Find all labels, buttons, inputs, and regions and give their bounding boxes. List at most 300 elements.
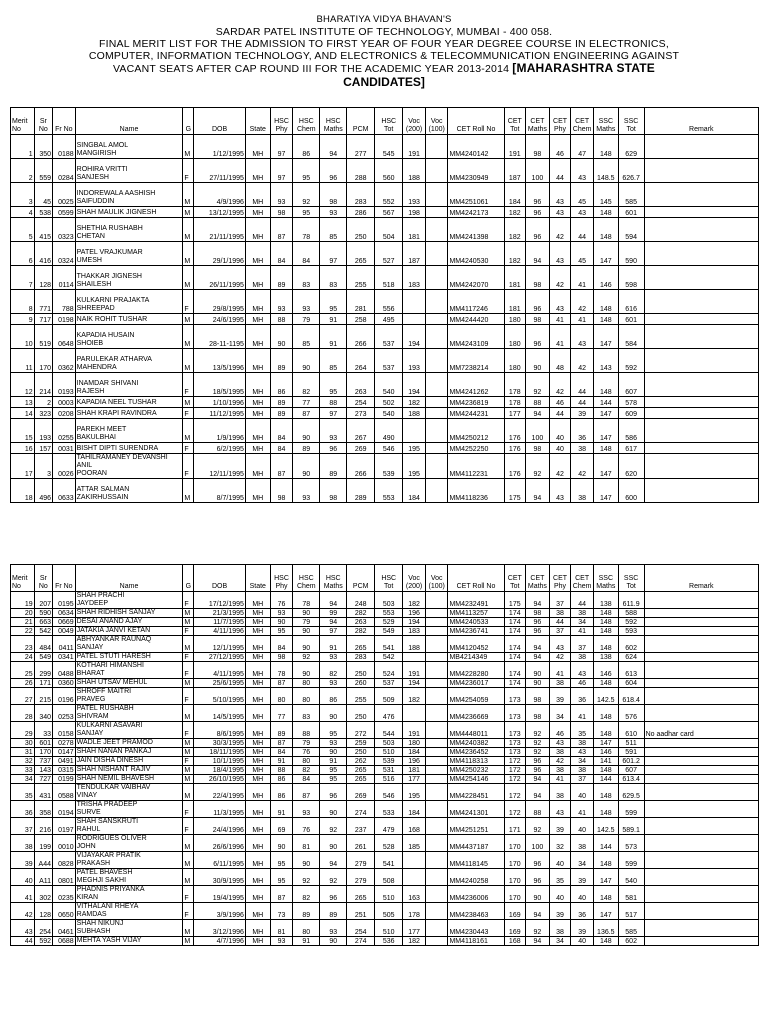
cell-merit: 19 [11,592,35,609]
cell-remark [644,314,758,325]
cell-voc100 [425,662,448,679]
cell-cetp: 39 [549,818,571,835]
cell-hsctot: 502 [375,397,403,408]
cell-fr: 0491 [53,757,76,766]
table-row [11,266,759,290]
cell-maths: 97 [320,242,347,266]
cell-cetc: 43 [571,748,594,757]
cell-cetc: 37 [571,636,594,653]
cell-roll: MM4118236 [448,479,504,503]
cell-g: M [183,784,194,801]
cell-cettot: 169 [504,903,526,920]
cell-maths: 96 [320,886,347,903]
cell-g: M [183,748,194,757]
table-row [11,218,759,242]
cell-roll: MM4228280 [448,662,504,679]
table-row [11,886,759,903]
cell-fr: 0324 [53,242,76,266]
cell-fr: 0688 [53,937,76,946]
cell-state: MH [245,852,270,869]
name-line-2: JAYDEEP [76,600,109,607]
cell-ssct: 598 [618,266,644,290]
cell-cettot: 172 [504,775,526,784]
cell-voc200: 198 [403,207,426,218]
cell-chem: 80 [293,920,320,937]
cell-dob: 21/11/1995 [194,218,246,242]
table-header-row [11,108,759,135]
cell-remark [644,775,758,784]
cell-hsctot: 567 [375,207,403,218]
cell-remark [644,869,758,886]
cell-cetm: 98 [526,688,550,705]
cell-remark [644,618,758,627]
cell-cetm: 92 [526,818,550,835]
table-row [11,349,759,373]
cell-name [75,618,183,627]
cell-voc100 [425,218,448,242]
cell-g: M [183,419,194,443]
cell-cetp: 38 [549,748,571,757]
cell-ssct: 613 [618,662,644,679]
cell-chem: 92 [293,869,320,886]
table-row [11,290,759,314]
cell-roll: MM4250232 [448,766,504,775]
cell-dob: 27/11/1995 [194,159,246,183]
cell-voc100 [425,135,448,159]
cell-cetc: 36 [571,419,594,443]
cell-g: M [183,739,194,748]
cell-state: MH [245,592,270,609]
cell-hsctot: 545 [375,135,403,159]
name-line-1: PATEL VRAJKUMAR [76,249,143,256]
cell-phy: 89 [270,349,293,373]
cell-voc100 [425,592,448,609]
cell-remark [644,135,758,159]
cell-voc100 [425,852,448,869]
cell-voc100 [425,609,448,618]
column-header-chem: HSC Chem [293,108,320,135]
cell-ssct: 576 [618,705,644,722]
cell-dob: 24/6/1995 [194,314,246,325]
cell-cetp: 42 [549,373,571,397]
name-line-1: KULKARNI ASAVARI [76,722,143,729]
cell-merit: 3 [11,183,35,207]
table-row [11,775,759,784]
cell-cettot: 174 [504,636,526,653]
cell-cetp: 38 [549,609,571,618]
cell-cetc: 39 [571,869,594,886]
cell-phy: 97 [270,159,293,183]
cell-name [75,869,183,886]
cell-roll: MM4236669 [448,705,504,722]
cell-sscm: 145 [593,183,618,207]
cell-maths: 88 [320,397,347,408]
cell-name [75,349,183,373]
name-line-2: WADLE JEET PRAMOD [76,739,153,746]
cell-phy: 91 [270,801,293,818]
cell-chem: 83 [293,266,320,290]
name-line-2: RAMDAS [76,911,107,918]
cell-remark [644,835,758,852]
name-line-1: INAMDAR SHIVANI [76,380,139,387]
cell-hsctot: 537 [375,349,403,373]
cell-phy: 93 [270,183,293,207]
cell-g: F [183,903,194,920]
cell-remark [644,801,758,818]
name-line-1: RODRIGUES OLIVER [76,835,147,842]
cell-voc100 [425,325,448,349]
cell-cetm: 98 [526,314,550,325]
table-row [11,705,759,722]
table-row [11,592,759,609]
cell-phy: 98 [270,207,293,218]
cell-merit: 43 [11,920,35,937]
cell-state: MH [245,679,270,688]
cell-roll: MM4236006 [448,886,504,903]
cell-chem: 93 [293,801,320,818]
cell-cettot: 174 [504,618,526,627]
cell-fr: 0188 [53,135,76,159]
cell-cetm: 96 [526,618,550,627]
cell-voc200: 185 [403,835,426,852]
column-header-fr: Fr No [53,108,76,135]
cell-merit: 33 [11,766,35,775]
cell-phy: 84 [270,443,293,454]
cell-remark [644,784,758,801]
cell-hsctot: 503 [375,592,403,609]
cell-merit: 39 [11,852,35,869]
cell-ssct: 584 [618,325,644,349]
name-line-2: PATEL STUTI HARESH [76,653,151,660]
cell-cetm: 90 [526,349,550,373]
cell-hsctot: 536 [375,937,403,946]
cell-merit: 42 [11,903,35,920]
cell-cettot: 182 [504,218,526,242]
cell-phy: 84 [270,636,293,653]
cell-ssct: 591 [618,748,644,757]
name-line-1: SHAH SANSKRUTI [76,818,139,825]
cell-fr: 0010 [53,835,76,852]
cell-remark [644,373,758,397]
cell-state: MH [245,325,270,349]
name-line-2: SURVE [76,809,101,816]
cell-cetp: 42 [549,218,571,242]
cell-sscm: 144 [593,775,618,784]
cell-voc200: 187 [403,242,426,266]
cell-remark [644,627,758,636]
cell-g: M [183,937,194,946]
cell-chem: 92 [293,183,320,207]
cell-voc200: 182 [403,592,426,609]
cell-voc100 [425,183,448,207]
cell-cetm: 94 [526,479,550,503]
cell-fr: 788 [53,290,76,314]
cell-pcm: 265 [347,766,375,775]
cell-phy: 87 [270,454,293,479]
cell-phy: 76 [270,592,293,609]
cell-g: F [183,688,194,705]
cell-state: MH [245,408,270,419]
cell-maths: 92 [320,818,347,835]
cell-ssct: 599 [618,852,644,869]
cell-sscm: 147 [593,408,618,419]
cell-fr: 0633 [53,479,76,503]
cell-hsctot: 531 [375,766,403,775]
cell-voc100 [425,349,448,373]
cell-pcm: 265 [347,886,375,903]
cell-remark [644,242,758,266]
cell-remark [644,183,758,207]
table-row [11,479,759,503]
cell-sscm: 141 [593,757,618,766]
cell-state: MH [245,290,270,314]
cell-voc200: 194 [403,618,426,627]
cell-cetp: 34 [549,705,571,722]
cell-cetc: 38 [571,653,594,662]
table-row [11,397,759,408]
cell-voc200 [403,705,426,722]
cell-phy: 95 [270,869,293,886]
cell-voc200: 188 [403,636,426,653]
table-row [11,801,759,818]
cell-merit: 16 [11,443,35,454]
name-line-2: RAHUL [76,826,101,833]
cell-name [75,937,183,946]
cell-voc100 [425,818,448,835]
cell-dob: 11/7/1995 [194,618,246,627]
cell-sscm: 147 [593,454,618,479]
cell-voc100 [425,266,448,290]
cell-sscm: 147 [593,419,618,443]
cell-voc100 [425,636,448,653]
cell-cetc: 42 [571,290,594,314]
institution-trust: BHARATIYA VIDYA BHAVAN'S [316,14,452,25]
cell-voc200: 182 [403,688,426,705]
cell-cetc: 38 [571,766,594,775]
cell-roll: MM4232491 [448,592,504,609]
cell-chem: 91 [293,937,320,946]
cell-voc100 [425,679,448,688]
name-line-2: KIRAN [76,894,99,901]
cell-remark [644,662,758,679]
cell-pcm: 288 [347,159,375,183]
cell-sr: 549 [34,653,52,662]
cell-roll: MM4118161 [448,937,504,946]
cell-sscm: 148 [593,636,618,653]
merit-table-2 [10,564,759,946]
column-header-dob: DOB [194,108,246,135]
cell-cettot: 174 [504,679,526,688]
cell-state: MH [245,349,270,373]
table-row [11,419,759,443]
category-label: [MAHARASHTRA STATE [512,61,655,75]
cell-cetc: 38 [571,739,594,748]
column-header-pcm: PCM [347,565,375,592]
cell-pcm: 282 [347,609,375,618]
cell-merit: 32 [11,757,35,766]
name-line-1: ABHYANKAR RAUNAQ [76,636,152,643]
cell-cetm: 100 [526,419,550,443]
cell-merit: 21 [11,618,35,627]
cell-maths: 91 [320,757,347,766]
cell-ssct: 613.4 [618,775,644,784]
cell-cettot: 173 [504,722,526,739]
cell-cetp: 41 [549,662,571,679]
cell-g: M [183,266,194,290]
cell-cetp: 37 [549,627,571,636]
column-header-cetm: CET Maths [526,108,550,135]
cell-sr: 519 [34,325,52,349]
cell-fr: 0194 [53,801,76,818]
cell-ssct: 593 [618,627,644,636]
cell-fr: 0284 [53,159,76,183]
cell-merit: 12 [11,373,35,397]
cell-pcm: 255 [347,266,375,290]
cell-chem: 90 [293,454,320,479]
cell-voc200: 183 [403,266,426,290]
cell-merit: 10 [11,325,35,349]
cell-remark: No aadhar card [644,722,758,739]
cell-g: M [183,852,194,869]
cell-sr: 128 [34,266,52,290]
cell-chem: 89 [293,903,320,920]
column-header-voc100: Voc (100) [425,565,448,592]
cell-hsctot: 495 [375,314,403,325]
cell-remark [644,818,758,835]
cell-cettot: 191 [504,135,526,159]
cell-sr: 2 [34,397,52,408]
cell-state: MH [245,688,270,705]
cell-sscm: 148 [593,722,618,739]
cell-cetc: 40 [571,784,594,801]
cell-cetp: 40 [549,886,571,903]
cell-cetc: 45 [571,242,594,266]
cell-remark [644,766,758,775]
cell-maths: 85 [320,218,347,242]
cell-merit: 31 [11,748,35,757]
cell-dob: 30/9/1995 [194,869,246,886]
cell-merit: 23 [11,636,35,653]
cell-merit: 27 [11,688,35,705]
cell-roll: MM4228451 [448,784,504,801]
cell-phy: 87 [270,679,293,688]
table-row [11,135,759,159]
cell-voc200: 196 [403,609,426,618]
cell-name [75,886,183,903]
cell-chem: 90 [293,627,320,636]
cell-cetm: 92 [526,739,550,748]
cell-sr: 128 [34,903,52,920]
table-row [11,679,759,688]
cell-dob: 25/6/1995 [194,679,246,688]
cell-chem: 80 [293,757,320,766]
cell-remark [644,679,758,688]
cell-merit: 8 [11,290,35,314]
cell-merit: 13 [11,397,35,408]
table-row [11,739,759,748]
cell-sr: 496 [34,479,52,503]
cell-ssct: 609 [618,408,644,419]
cell-voc100 [425,207,448,218]
cell-roll: MM4252250 [448,443,504,454]
cell-dob: 3/9/1996 [194,903,246,920]
name-line-2: SHAH NANAN PANKAJ [76,748,152,755]
cell-hsctot: 508 [375,869,403,886]
cell-cetm: 94 [526,653,550,662]
column-header-maths: HSC Maths [320,108,347,135]
cell-chem: 79 [293,314,320,325]
cell-hsctot: 527 [375,242,403,266]
cell-pcm: 286 [347,207,375,218]
cell-g: F [183,801,194,818]
cell-ssct: 592 [618,349,644,373]
name-line-2: ZAKIRHUSSAIN [76,494,129,501]
cell-cettot: 174 [504,653,526,662]
cell-sscm: 147 [593,479,618,503]
cell-cetm: 98 [526,705,550,722]
cell-sscm: 148 [593,218,618,242]
cell-cetm: 92 [526,373,550,397]
table-row [11,662,759,679]
cell-g: M [183,835,194,852]
cell-hsctot: 541 [375,852,403,869]
cell-roll: MB4214349 [448,653,504,662]
cell-state: MH [245,609,270,618]
cell-remark [644,937,758,946]
cell-hsctot: 553 [375,479,403,503]
cell-pcm: 260 [347,679,375,688]
cell-fr: 0208 [53,408,76,419]
cell-maths: 96 [320,443,347,454]
cell-phy: 89 [270,266,293,290]
cell-cetc: 40 [571,937,594,946]
cell-name [75,159,183,183]
cell-cetc: 46 [571,679,594,688]
cell-name [75,266,183,290]
cell-fr: 0198 [53,314,76,325]
cell-name [75,920,183,937]
cell-remark [644,903,758,920]
name-line-2: KAPADIA NEEL TUSHAR [76,399,157,406]
cell-merit: 18 [11,479,35,503]
cell-cettot: 180 [504,349,526,373]
cell-maths: 90 [320,801,347,818]
cell-sscm: 138 [593,592,618,609]
cell-sr: 207 [34,592,52,609]
cell-merit: 34 [11,775,35,784]
cell-state: MH [245,207,270,218]
cell-dob: 19/4/1995 [194,886,246,903]
cell-sscm: 144 [593,397,618,408]
cell-name [75,722,183,739]
cell-cetc: 41 [571,705,594,722]
cell-fr: 0278 [53,739,76,748]
cell-state: MH [245,801,270,818]
cell-sr: 143 [34,766,52,775]
cell-maths: 98 [320,183,347,207]
cell-ssct: 585 [618,183,644,207]
cell-g: F [183,592,194,609]
cell-g: F [183,818,194,835]
cell-sscm: 148 [593,766,618,775]
cell-chem: 93 [293,290,320,314]
cell-g: F [183,373,194,397]
cell-state: MH [245,636,270,653]
cell-cetp: 41 [549,325,571,349]
cell-phy: 90 [270,618,293,627]
cell-fr: 0196 [53,688,76,705]
cell-voc200: 184 [403,748,426,757]
